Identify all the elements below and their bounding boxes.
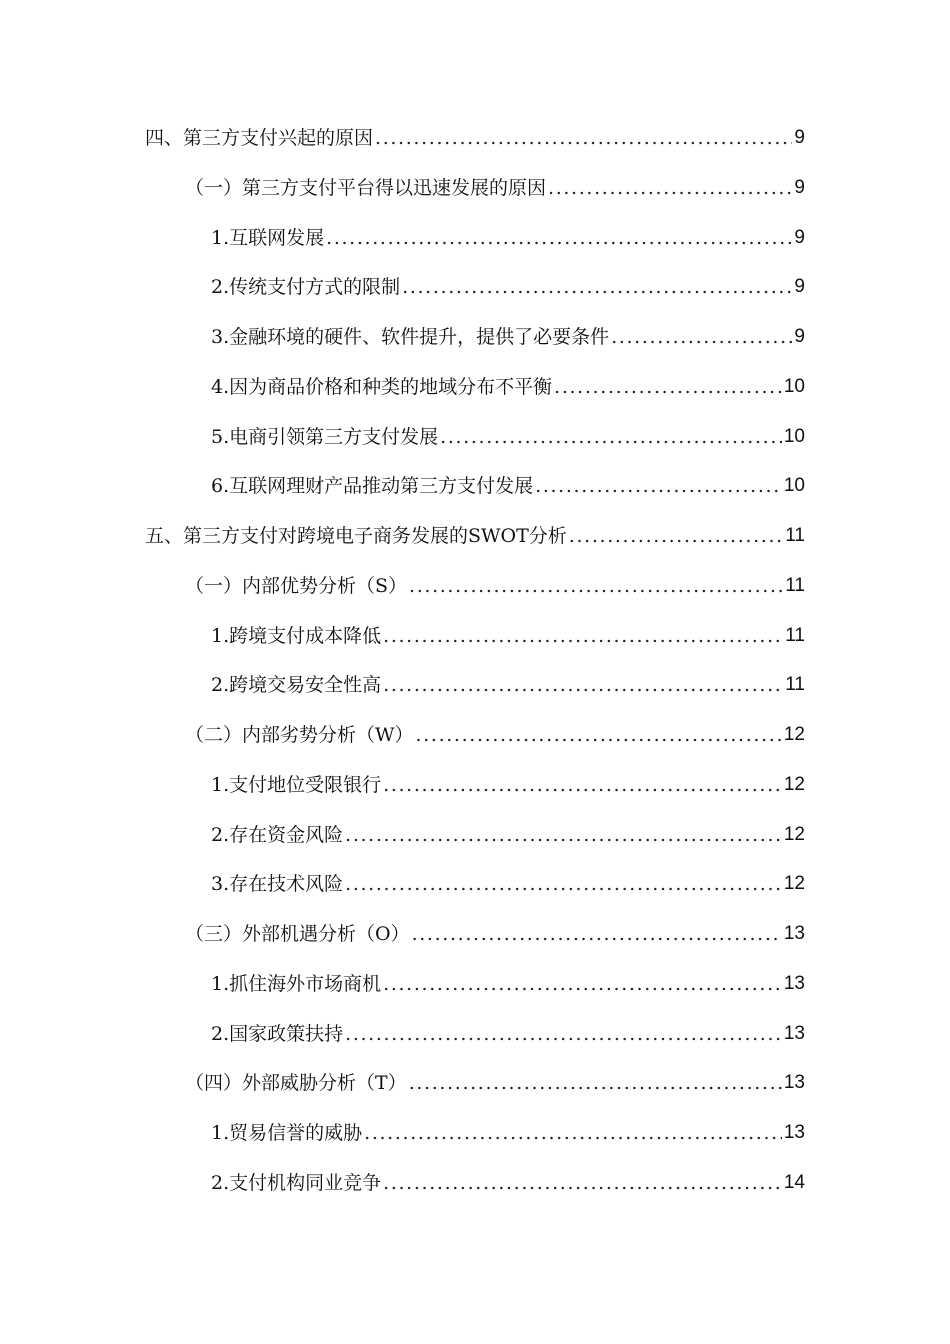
toc-page-number: 9 bbox=[794, 227, 805, 248]
toc-page-number: 14 bbox=[783, 1172, 805, 1193]
dot-leader bbox=[416, 723, 782, 747]
toc-entry-label: 5.电商引领第三方支付发展 bbox=[211, 426, 439, 448]
dot-leader bbox=[326, 226, 792, 250]
toc-entry-label: （二）内部劣势分析（W） bbox=[185, 724, 414, 746]
toc-entry[interactable] bbox=[185, 717, 805, 747]
toc-entry-label: 2.存在资金风险 bbox=[211, 824, 344, 846]
dot-leader bbox=[548, 176, 792, 200]
toc-page-number: 10 bbox=[783, 426, 805, 447]
toc-page-number: 11 bbox=[785, 575, 805, 596]
toc-page-number: 13 bbox=[783, 923, 805, 944]
dot-leader bbox=[364, 1121, 782, 1145]
toc-page-number: 11 bbox=[785, 625, 805, 646]
dot-leader bbox=[345, 823, 782, 847]
dot-leader bbox=[383, 972, 782, 996]
dot-leader bbox=[535, 474, 782, 498]
toc-entry[interactable] bbox=[211, 419, 805, 449]
toc-page-number: 9 bbox=[794, 326, 805, 347]
toc-entry[interactable] bbox=[211, 618, 805, 648]
toc-entry[interactable] bbox=[211, 319, 805, 349]
toc-entry-label: 1.跨境支付成本降低 bbox=[211, 625, 382, 647]
toc-entry[interactable] bbox=[211, 220, 805, 250]
toc-page-number: 12 bbox=[783, 824, 805, 845]
toc-entry-label: （一）内部优势分析（S） bbox=[185, 575, 408, 597]
toc-entry-label: 3.金融环境的硬件、软件提升，提供了必要条件 bbox=[211, 326, 610, 348]
dot-leader bbox=[440, 425, 782, 449]
toc-entry[interactable] bbox=[211, 1115, 805, 1145]
toc-entry-label: 2.国家政策扶持 bbox=[211, 1023, 344, 1045]
toc-entry[interactable] bbox=[211, 667, 805, 697]
toc-page-number: 9 bbox=[794, 127, 805, 148]
toc-entry-label: 6.互联网理财产品推动第三方支付发展 bbox=[211, 475, 534, 497]
toc-page-number: 13 bbox=[783, 1023, 805, 1044]
dot-leader bbox=[409, 574, 783, 598]
dot-leader bbox=[409, 1071, 782, 1095]
dot-leader bbox=[383, 1171, 782, 1195]
toc-entry-label: 2.支付机构同业竞争 bbox=[211, 1172, 382, 1194]
toc-entry-label: 2.传统支付方式的限制 bbox=[211, 276, 401, 298]
toc-page-number: 10 bbox=[783, 475, 805, 496]
toc-entry[interactable] bbox=[211, 767, 805, 797]
toc-entry-label: 1.互联网发展 bbox=[211, 227, 325, 249]
toc-entry[interactable] bbox=[211, 269, 805, 299]
toc-entry-label: 4.因为商品价格和种类的地域分布不平衡 bbox=[211, 376, 553, 398]
toc-page-number: 13 bbox=[783, 973, 805, 994]
dot-leader bbox=[611, 325, 792, 349]
toc-entry-label: （四）外部威胁分析（T） bbox=[185, 1072, 407, 1094]
toc-entry[interactable] bbox=[211, 1016, 805, 1046]
toc-entry[interactable] bbox=[185, 568, 805, 598]
toc-entry-label: 1.贸易信誉的威胁 bbox=[211, 1122, 363, 1144]
toc-entry-label: 1.抓住海外市场商机 bbox=[211, 973, 382, 995]
toc-entry-label: 1.支付地位受限银行 bbox=[211, 774, 382, 796]
toc-page-number: 12 bbox=[783, 724, 805, 745]
dot-leader bbox=[383, 673, 783, 697]
toc-entry-label: （一）第三方支付平台得以迅速发展的原因 bbox=[185, 177, 547, 199]
toc-entry[interactable] bbox=[211, 966, 805, 996]
toc-entry[interactable] bbox=[145, 120, 805, 150]
toc-entry[interactable] bbox=[211, 369, 805, 399]
toc-page-number: 12 bbox=[783, 873, 805, 894]
toc-entry[interactable] bbox=[145, 518, 805, 548]
toc-page-number: 11 bbox=[785, 674, 805, 695]
toc-page-number: 13 bbox=[783, 1072, 805, 1093]
toc-page-number: 12 bbox=[783, 774, 805, 795]
toc-entry[interactable] bbox=[211, 866, 805, 896]
dot-leader bbox=[345, 872, 782, 896]
toc-page-number: 10 bbox=[783, 376, 805, 397]
toc-entry[interactable] bbox=[211, 468, 805, 498]
toc-page-number: 11 bbox=[785, 525, 805, 546]
dot-leader bbox=[569, 524, 783, 548]
toc-page-number: 9 bbox=[794, 276, 805, 297]
dot-leader bbox=[554, 375, 782, 399]
toc-entry-label: 2.跨境交易安全性高 bbox=[211, 674, 382, 696]
dot-leader bbox=[412, 922, 782, 946]
toc-entry[interactable] bbox=[185, 170, 805, 200]
toc-page-number: 13 bbox=[783, 1122, 805, 1143]
dot-leader bbox=[383, 624, 783, 648]
toc-entry[interactable] bbox=[211, 817, 805, 847]
dot-leader bbox=[383, 773, 782, 797]
toc-entry[interactable] bbox=[185, 916, 805, 946]
toc-page-number: 9 bbox=[794, 177, 805, 198]
toc-entry[interactable] bbox=[211, 1165, 805, 1195]
toc-entry-label: 四、第三方支付兴起的原因 bbox=[145, 127, 374, 149]
toc-entry-label: 3.存在技术风险 bbox=[211, 873, 344, 895]
dot-leader bbox=[345, 1022, 782, 1046]
toc-entry-label: （三）外部机遇分析（O） bbox=[185, 923, 410, 945]
dot-leader bbox=[402, 275, 792, 299]
toc-entry[interactable] bbox=[185, 1065, 805, 1095]
toc-entry-label: 五、第三方支付对跨境电子商务发展的SWOT分析 bbox=[145, 525, 567, 547]
dot-leader bbox=[375, 126, 792, 150]
